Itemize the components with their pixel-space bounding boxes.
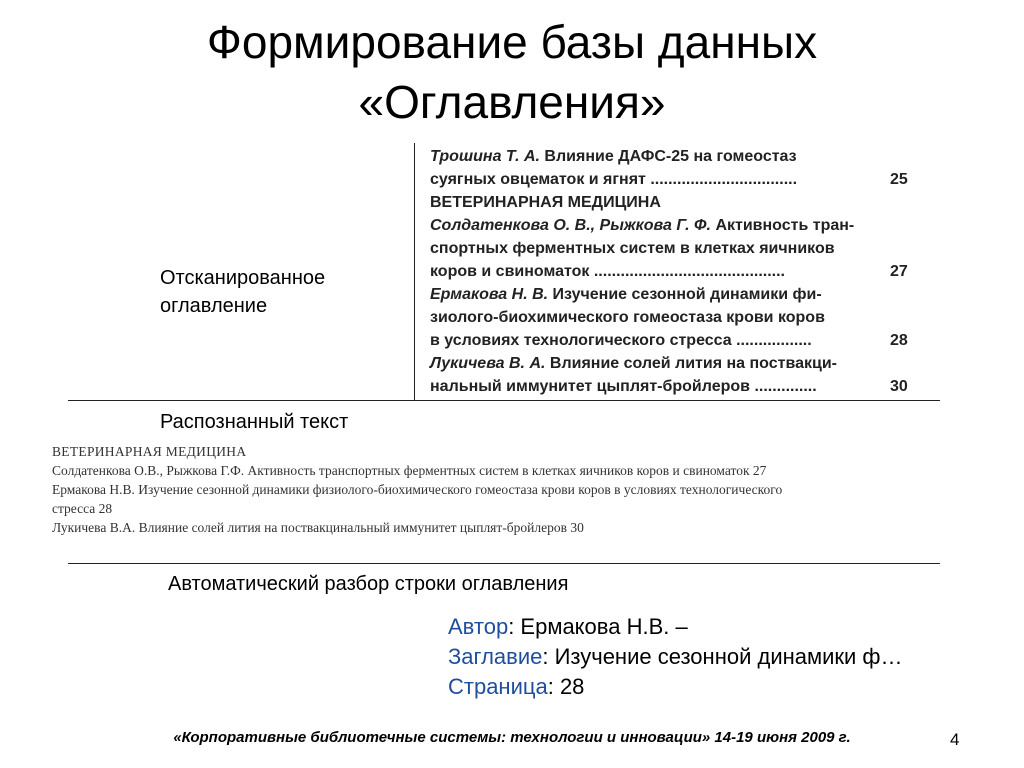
horizontal-divider-bottom <box>68 563 940 564</box>
scan-line: Трошина Т. А. Влияние ДАФС-25 на гомеостаз <box>430 148 797 165</box>
slide-footer: «Корпоративные библиотечные системы: технологии и инновации» 14-19 июня 2009 г. <box>173 729 851 746</box>
scanned-toc-image <box>430 145 910 398</box>
scan-line: зиолого-биохимического гомеостаза крови коров <box>430 309 825 326</box>
parse-title-value: : Изучение сезонной динамики ф… <box>542 644 903 669</box>
scan-line: Солдатенкова О. В., Рыжкова Г. Ф. Активность тран- <box>430 217 855 234</box>
scanned-label <box>160 264 325 320</box>
parse-page-row <box>448 672 903 702</box>
parse-author-value: : Ермакова Н.В. – <box>508 614 688 639</box>
slide-title <box>0 12 1024 132</box>
scan-page-number: 30 <box>890 378 908 395</box>
parse-title-row <box>448 642 903 672</box>
scan-line: суягных овцематок и ягнят ................................. 25 <box>430 168 910 191</box>
scan-page-number: 27 <box>890 263 908 280</box>
scan-section-heading: ВЕТЕРИНАРНАЯ МЕДИЦИНА <box>430 194 661 211</box>
parse-author-key: Автор <box>448 614 509 639</box>
scan-line: в условиях технологического стресса ................. 28 <box>430 329 910 352</box>
recognized-line: Солдатенкова О.В., Рыжкова Г.Ф. Активность транспортных ферментных систем в клетках яичников коров и свиноматок 27 <box>52 463 767 478</box>
parse-page-key: Страница <box>448 674 548 699</box>
scan-page-number: 28 <box>890 332 908 349</box>
scan-page-number: 25 <box>890 171 908 188</box>
recognized-line: Лукичева В.А. Влияние солей лития на поствакцинальный иммунитет цыплят-бройлеров 30 <box>52 520 584 535</box>
scan-line: нальный иммунитет цыплят-бройлеров .............. 30 <box>430 375 910 398</box>
scan-line: коров и свиноматок ........................................... 27 <box>430 260 910 283</box>
vertical-divider <box>414 143 415 401</box>
auto-parse-label: Автоматический разбор строки оглавления <box>168 573 569 595</box>
parse-result <box>448 612 903 702</box>
parse-author-row <box>448 612 903 642</box>
scan-line: Лукичева В. А. Влияние солей лития на поствакци- <box>430 355 837 372</box>
slide-page-number: 4 <box>950 730 960 749</box>
parse-title-key: Заглавие <box>448 644 543 669</box>
slide-title-line1: Формирование базы данных <box>206 16 818 68</box>
horizontal-divider-top <box>68 400 940 401</box>
scan-line: Ермакова Н. В. Изучение сезонной динамики фи- <box>430 286 822 303</box>
parse-page-value: : 28 <box>547 674 585 699</box>
recognized-line: Ермакова Н.В. Изучение сезонной динамики физиолого-биохимического гомеостаза крови коров в условиях технологического <box>52 482 783 497</box>
recognized-text-block <box>52 442 982 537</box>
scan-line: спортных ферментных систем в клетках яичников <box>430 240 835 257</box>
recognized-line: стресса 28 <box>52 501 113 516</box>
recognized-line: ВЕТЕРИНАРНАЯ МЕДИЦИНА <box>52 444 247 459</box>
scanned-label-line1: Отсканированное <box>160 267 326 289</box>
scanned-label-line2: оглавление <box>160 295 268 317</box>
recognized-label: Распознанный текст <box>160 411 349 433</box>
slide-title-line2: «Оглавления» <box>358 76 666 128</box>
